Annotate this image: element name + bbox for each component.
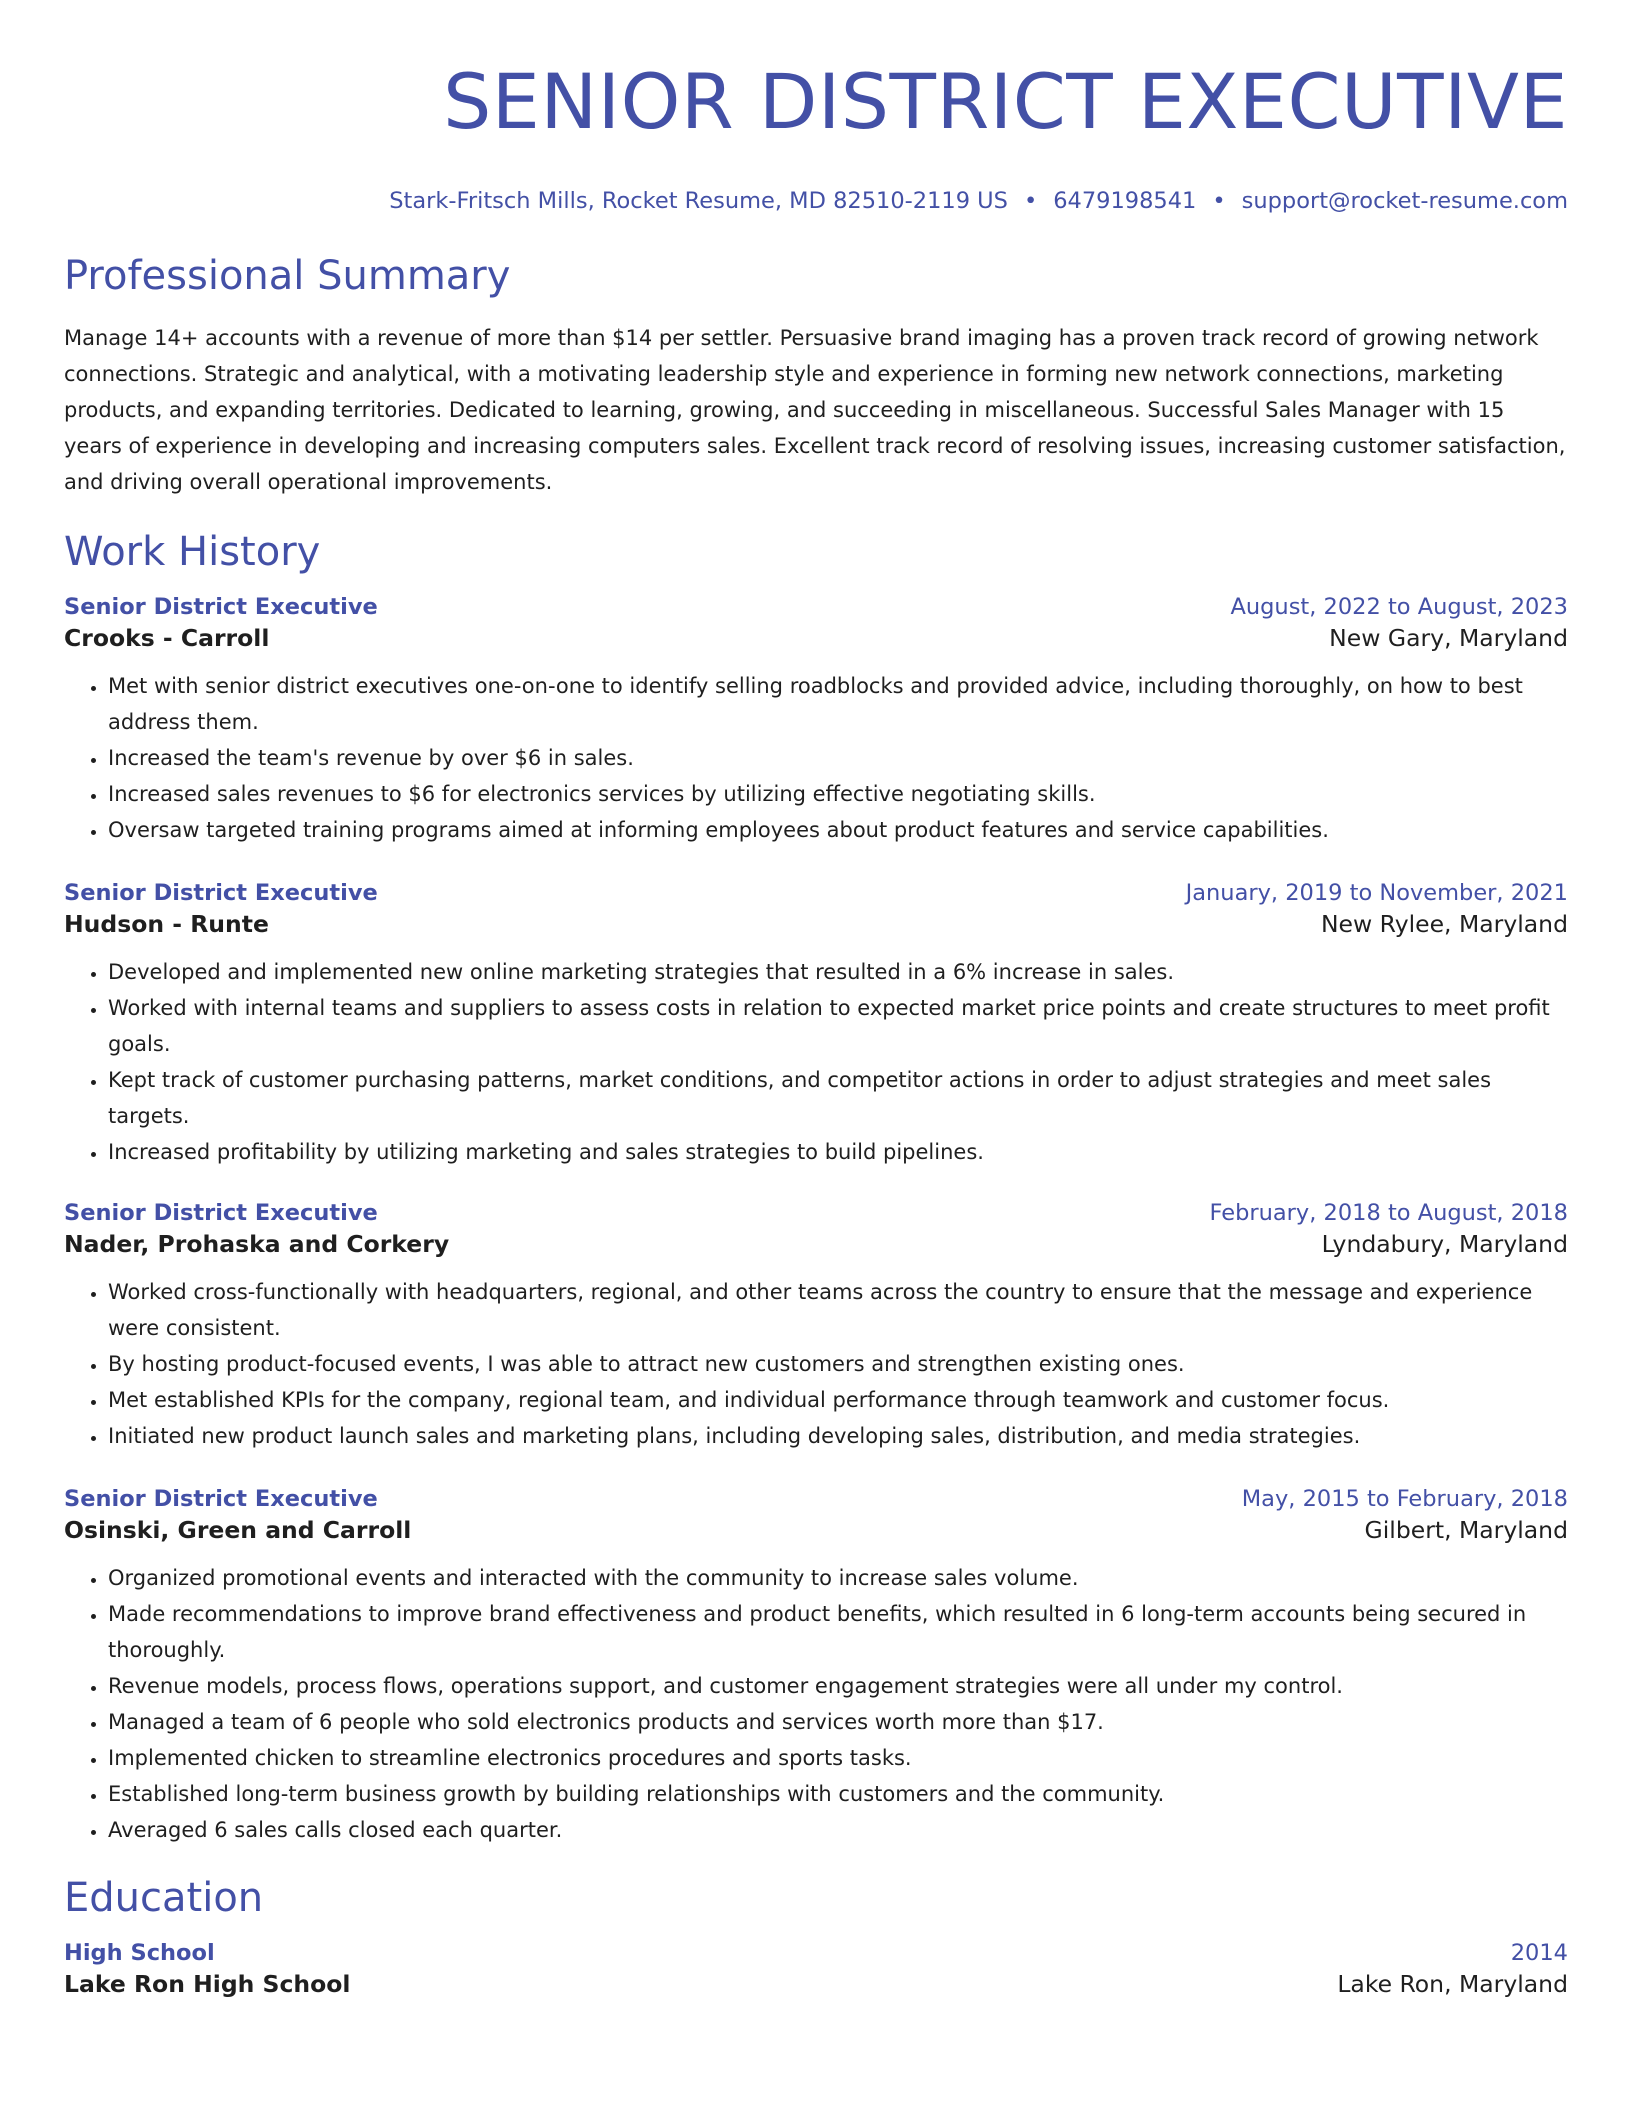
- job-company-row: [64, 910, 1568, 938]
- job-bullets: [64, 668, 1568, 848]
- education-entry: [64, 1940, 1568, 1998]
- job-title: Senior District Executive: [64, 880, 378, 906]
- job-bullet: • Met established KPIs for the company, regional team, and individual performance through teamwork and customer focus.: [108, 1382, 1568, 1418]
- job-location: New Rylee, Maryland: [1320, 910, 1568, 938]
- job-company: Hudson - Runte: [64, 910, 269, 938]
- job-bullet: • Established long-term business growth by building relationships with customers and the community.: [108, 1776, 1568, 1812]
- job-dates: May, 2015 to February, 2018: [1241, 1486, 1568, 1512]
- job-entry: [64, 1486, 1568, 1848]
- contact-address: Stark-Fritsch Mills, Rocket Resume, MD 82510-2119 US: [389, 188, 1008, 214]
- job-title: Senior District Executive: [64, 1200, 378, 1226]
- job-bullet: • Made recommendations to improve brand effectiveness and product benefits, which resulted in 6 long-term accounts being secured in thoroughly.: [108, 1596, 1568, 1668]
- education-school: Lake Ron High School: [64, 1970, 351, 1998]
- education-header-row: [64, 1940, 1568, 1966]
- summary-text: Manage 14+ accounts with a revenue of more than $14 per settler. Persuasive brand imaging has a proven track record of growing network connections. Strategic and analytical, with a motivating leadership style and experience in forming new network connections, marketing products, and expanding territories. Dedicated to learning, growing, and succeeding in miscellaneous. Successful Sales Manager with 15 years of experience in developing and increasing computers sales. Excellent track record of resolving issues, increasing customer satisfaction, and driving overall operational improvements.: [64, 326, 1566, 494]
- job-dates: August, 2022 to August, 2023: [1230, 594, 1568, 620]
- job-bullet: • Organized promotional events and interacted with the community to increase sales volume.: [108, 1560, 1568, 1596]
- job-bullet: • Increased sales revenues to $6 for electronics services by utilizing effective negotiating skills.: [108, 776, 1568, 812]
- job-entry: [64, 1200, 1568, 1454]
- job-company-row: [64, 1230, 1568, 1258]
- candidate-name: SENIOR DISTRICT EXECUTIVE: [443, 57, 1568, 146]
- job-entry: [64, 594, 1568, 848]
- job-bullet: • Implemented chicken to streamline electronics procedures and sports tasks.: [108, 1740, 1568, 1776]
- job-company: Crooks - Carroll: [64, 624, 270, 652]
- job-bullet: • Initiated new product launch sales and marketing plans, including developing sales, distribution, and media strategies.: [108, 1418, 1568, 1454]
- job-bullet: • Managed a team of 6 people who sold electronics products and services worth more than $17.: [108, 1704, 1568, 1740]
- resume-header: [64, 0, 1568, 216]
- contact-phone: 6479198541: [1053, 188, 1197, 214]
- job-bullet: • Revenue models, process flows, operations support, and customer engagement strategies were all under my control.: [108, 1668, 1568, 1704]
- job-bullet: • Kept track of customer purchasing patterns, market conditions, and competitor actions in order to adjust strategies and meet sales targets.: [108, 1062, 1568, 1134]
- job-title: Senior District Executive: [64, 1486, 378, 1512]
- job-dates: January, 2019 to November, 2021: [1185, 880, 1568, 906]
- job-bullet: • Oversaw targeted training programs aimed at informing employees about product features and service capabilities.: [108, 812, 1568, 848]
- section-title-education: Education: [64, 1875, 264, 1921]
- job-bullet: • Worked cross-functionally with headquarters, regional, and other teams across the country to ensure that the message and experience were consistent.: [108, 1274, 1568, 1346]
- section-title-work-history: Work History: [64, 529, 321, 575]
- job-company: Nader, Prohaska and Corkery: [64, 1230, 450, 1258]
- job-bullets: [64, 1560, 1568, 1848]
- job-entry: [64, 880, 1568, 1170]
- contact-separator: •: [1212, 188, 1226, 214]
- job-header-row: [64, 594, 1568, 620]
- job-bullet: • Worked with internal teams and suppliers to assess costs in relation to expected market price points and create structures to meet profit goals.: [108, 990, 1568, 1062]
- job-bullet: • By hosting product-focused events, I was able to attract new customers and strengthen existing ones.: [108, 1346, 1568, 1382]
- job-header-row: [64, 1200, 1568, 1226]
- education-year: 2014: [1510, 1940, 1568, 1966]
- job-location: Lyndabury, Maryland: [1321, 1230, 1568, 1258]
- job-header-row: [64, 1486, 1568, 1512]
- section-title-summary: Professional Summary: [64, 253, 511, 299]
- contact-line: [64, 186, 1568, 216]
- job-company-row: [64, 1516, 1568, 1544]
- job-bullet: • Increased profitability by utilizing marketing and sales strategies to build pipelines.: [108, 1134, 1568, 1170]
- job-location: Gilbert, Maryland: [1364, 1516, 1568, 1544]
- contact-email: support@rocket-resume.com: [1241, 188, 1568, 214]
- job-bullets: [64, 954, 1568, 1170]
- job-bullets: [64, 1274, 1568, 1454]
- job-bullet: • Met with senior district executives one-on-one to identify selling roadblocks and provided advice, including thoroughly, on how to best address them.: [108, 668, 1568, 740]
- job-company: Osinski, Green and Carroll: [64, 1516, 412, 1544]
- job-bullet: • Increased the team's revenue by over $6 in sales.: [108, 740, 1568, 776]
- education-school-row: [64, 1970, 1568, 1998]
- job-dates: February, 2018 to August, 2018: [1209, 1200, 1568, 1226]
- job-bullet: • Developed and implemented new online marketing strategies that resulted in a 6% increase in sales.: [108, 954, 1568, 990]
- job-header-row: [64, 880, 1568, 906]
- job-company-row: [64, 624, 1568, 652]
- education-degree: High School: [64, 1940, 215, 1966]
- education-location: Lake Ron, Maryland: [1337, 1970, 1568, 1998]
- contact-separator: •: [1023, 188, 1038, 214]
- job-bullet: • Averaged 6 sales calls closed each quarter.: [108, 1812, 1568, 1848]
- job-title: Senior District Executive: [64, 594, 378, 620]
- job-location: New Gary, Maryland: [1329, 624, 1568, 652]
